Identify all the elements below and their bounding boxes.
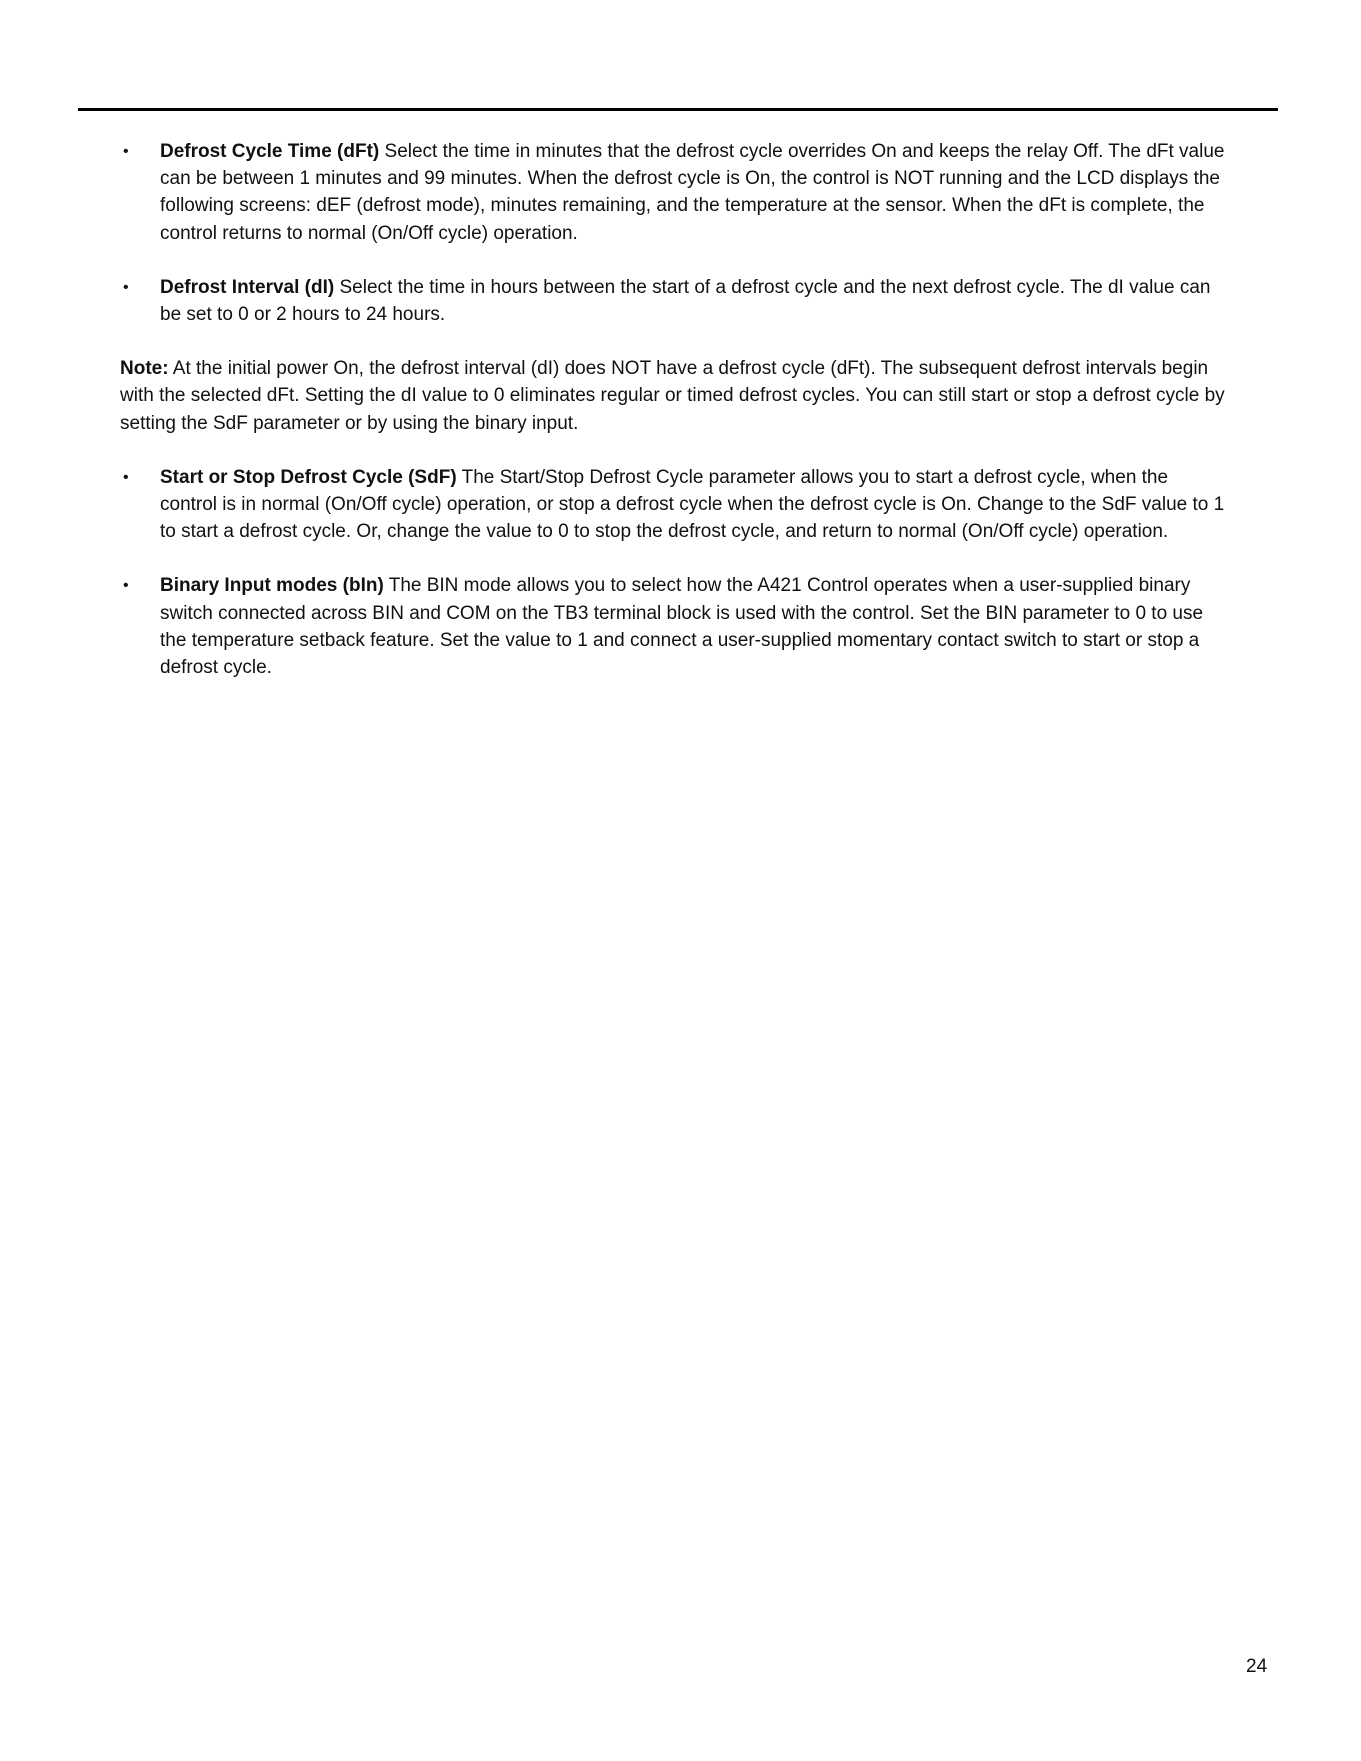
defrost-cycle-time-text: Select the time in minutes that the defrost cycle overrides On and keeps the relay Off. The dFt value can be between 1 minutes and 99 minutes. When the defrost cycle is On, the control is NOT running and the LCD displays the following screens: dEF (defrost mode), minutes remaining, and the temperature at the sensor. When the dFt is complete, the control returns to normal (On/Off cycle) operation. xyxy=(160,141,1225,244)
start-stop-defrost-text: The Start/Stop Defrost Cycle parameter allows you to start a defrost cycle, when the control is in normal (On/Off cycle) operation, or stop a defrost cycle when the defrost cycle is On. Change to the SdF value to 1 to start a defrost cycle. Or, change the value to 0 to stop the defrost cycle, and return to normal (On/Off cycle) operation. xyxy=(160,466,1225,543)
defrost-interval-item xyxy=(120,274,1230,328)
note-paragraph xyxy=(120,355,1230,437)
defrost-cycle-time-item xyxy=(120,138,1230,247)
header-rule xyxy=(78,108,1278,111)
start-stop-defrost-item xyxy=(120,464,1230,546)
page-number: 24 xyxy=(1246,1656,1268,1677)
binary-input-modes-item xyxy=(120,572,1230,681)
bullet-icon: • xyxy=(123,143,129,160)
bullet-icon: • xyxy=(123,577,129,595)
bullet-icon: • xyxy=(123,278,129,296)
note-text: At the initial power On, the defrost interval (dI) does NOT have a defrost cycle (dFt). The subsequent defrost intervals begin with the selected dFt. Setting the dI value to 0 eliminates regular or timed defrost cycles. You can still start or stop a defrost cycle by setting the SdF parameter or by using the binary input. xyxy=(120,358,1225,434)
note-label: Note: xyxy=(120,358,169,380)
document-body xyxy=(120,138,1230,708)
start-stop-defrost-term: Start or Stop Defrost Cycle (SdF) xyxy=(160,466,457,488)
binary-input-modes-term: Binary Input modes (bIn) xyxy=(160,575,384,597)
defrost-interval-term: Defrost Interval (dI) xyxy=(160,276,335,298)
bullet-icon: • xyxy=(123,468,129,486)
binary-input-modes-text: The BIN mode allows you to select how the A421 Control operates when a user-supplied binary switch connected across BIN and COM on the TB3 terminal block is used with the control. Set the BIN parameter to 0 to use the temperature setback feature. Set the value to 1 and connect a user-supplied momentary contact switch to start or stop a defrost cycle. xyxy=(160,575,1204,679)
defrost-cycle-time-term: Defrost Cycle Time (dFt) xyxy=(160,141,380,162)
defrost-interval-text: Select the time in hours between the start of a defrost cycle and the next defrost cycle. The dI value can be set to 0 or 2 hours to 24 hours. xyxy=(160,276,1211,326)
